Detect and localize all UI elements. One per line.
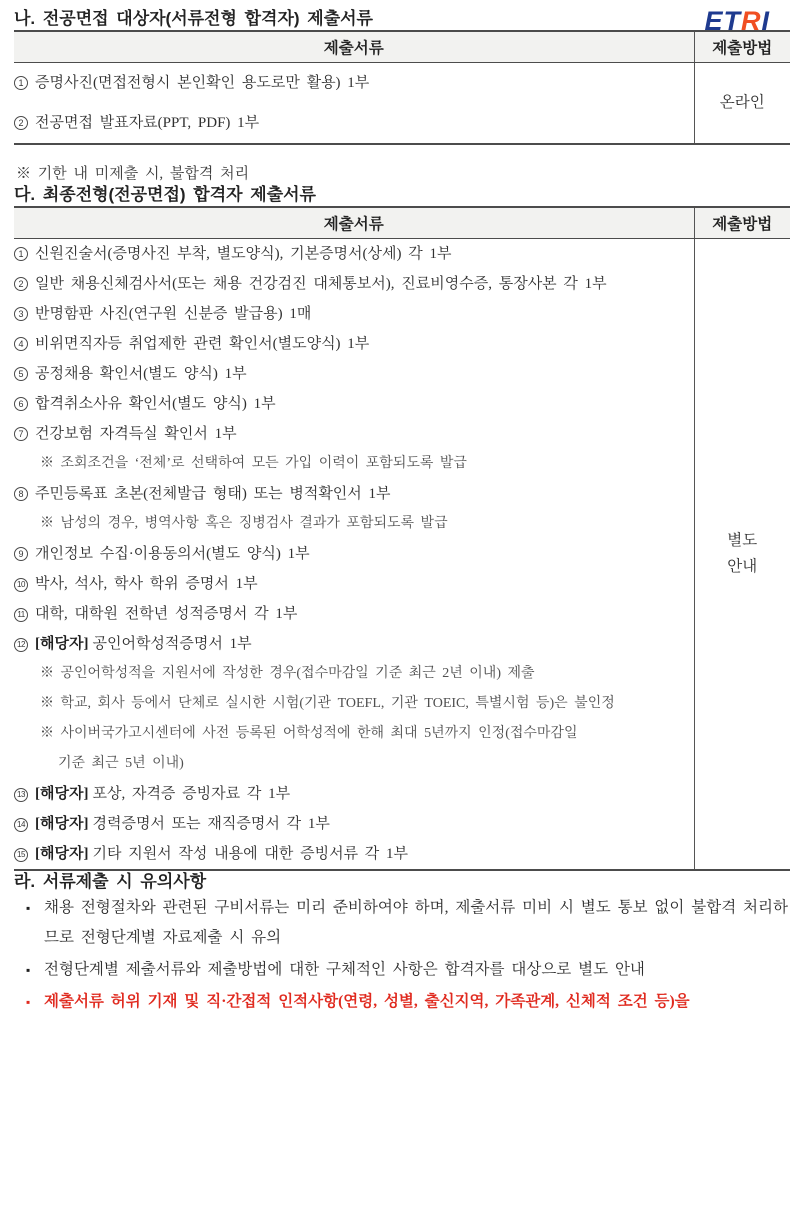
circled-number: 1: [14, 76, 28, 90]
doc-line: [14, 449, 694, 479]
line-text: 비위면직자등 취업제한 관련 확인서(별도양식) 1부: [35, 336, 370, 352]
doc-line: [14, 389, 694, 419]
circled-number: 13: [14, 788, 28, 802]
line-text: 박사, 석사, 학사 학위 증명서 1부: [35, 576, 258, 592]
circled-number: 11: [14, 608, 28, 622]
doc-line: [14, 689, 694, 719]
circled-number: 14: [14, 818, 28, 832]
line-text: 반명함판 사진(연구원 신분증 발급용) 1매: [35, 306, 312, 322]
documents-cell: [14, 239, 694, 871]
applicable-tag: [해당자]: [35, 816, 89, 832]
table-header-row: [14, 207, 790, 239]
doc-line: [14, 299, 694, 329]
doc-line: [14, 599, 694, 629]
line-text: 기타 지원서 작성 내용에 대한 증빙서류 각 1부: [92, 846, 409, 862]
circled-number: 3: [14, 307, 28, 321]
line-text: 건강보험 자격득실 확인서 1부: [35, 426, 237, 442]
doc-line: [14, 359, 694, 389]
doc-line: [14, 659, 694, 689]
circled-number: 8: [14, 487, 28, 501]
col-header-method: 제출방법: [694, 31, 790, 63]
circled-number: 6: [14, 397, 28, 411]
bullet-item: ▪ 채용 전형절차와 관련된 구비서류는 미리 준비하여야 하며, 제출서류 미비 시 별도 통보 없이 불합격 처리하므로 전형단계별 자료제출 시 유의: [26, 893, 789, 953]
method-cell: [694, 239, 790, 871]
applicable-tag: [해당자]: [35, 846, 89, 862]
doc-line: [14, 103, 694, 143]
col-header-method: 제출방법: [694, 207, 790, 239]
col-header-documents: 제출서류: [14, 207, 694, 239]
col-header-documents: 제출서류: [14, 31, 694, 63]
line-text: 공인어학성적증명서 1부: [92, 636, 252, 652]
doc-line: [14, 779, 694, 809]
doc-line: [14, 419, 694, 449]
line-text: ※ 공인어학성적을 지원서에 작성한 경우(접수마감일 기준 최근 2년 이내) 제출: [40, 666, 535, 681]
deadline-note: ※ 기한 내 미제출 시, 불합격 처리: [16, 166, 250, 182]
line-text: 포상, 자격증 증빙자료 각 1부: [92, 786, 291, 802]
circled-number: 1: [14, 247, 28, 261]
circled-number: 7: [14, 427, 28, 441]
doc-line: [14, 809, 694, 839]
line-text: ※ 조회조건을 ‘전체’로 선택하여 모든 가입 이력이 포함되도록 발급: [40, 456, 467, 471]
section-da-heading: 다. 최종전형(전공면접) 합격자 제출서류: [14, 185, 316, 204]
circled-number: 15: [14, 848, 28, 862]
line-text: 경력증명서 또는 재직증명서 각 1부: [92, 816, 330, 832]
circled-number: 9: [14, 547, 28, 561]
table-da-final-docs: [14, 206, 790, 871]
table-header-row: [14, 31, 790, 63]
method-cell: [694, 63, 790, 145]
doc-line: [14, 509, 694, 539]
doc-line: [14, 63, 694, 103]
doc-line: [14, 629, 694, 659]
line-text: 주민등록표 초본(전체발급 형태) 또는 병적확인서 1부: [35, 486, 391, 502]
line-text: 전공면접 발표자료(PPT, PDF) 1부: [35, 115, 260, 131]
line-text: 대학, 대학원 전학년 성적증명서 각 1부: [35, 606, 298, 622]
table-row: [14, 239, 790, 871]
section-na-heading: 나. 전공면접 대상자(서류전형 합격자) 제출서류: [14, 9, 373, 28]
circled-number: 2: [14, 277, 28, 291]
section-ra-heading: 라. 서류제출 시 유의사항: [14, 872, 207, 891]
method-line: 안내: [727, 558, 758, 575]
documents-cell: [14, 63, 694, 145]
applicable-tag: [해당자]: [35, 636, 89, 652]
logo-letter-i: I: [761, 6, 770, 36]
notice-bullet-list: [14, 893, 789, 1017]
line-text: 공정채용 확인서(별도 양식) 1부: [35, 366, 247, 382]
doc-line: [14, 839, 694, 869]
doc-line: [14, 239, 694, 269]
bullet-item: ▪ 전형단계별 제출서류와 제출방법에 대한 구체적인 사항은 합격자를 대상으로 별도 안내: [26, 955, 789, 985]
doc-line: [14, 569, 694, 599]
circled-number: 4: [14, 337, 28, 351]
line-text: 일반 채용신체검사서(또는 채용 건강검진 대체통보서), 진료비영수증, 통장사본 각 1부: [35, 276, 607, 292]
line-text: 기준 최근 5년 이내): [58, 756, 184, 771]
method-line: 별도: [727, 532, 758, 549]
doc-line: [14, 329, 694, 359]
logo-letter-r: R: [740, 6, 762, 36]
line-text: ※ 남성의 경우, 병역사항 혹은 징병검사 결과가 포함되도록 발급: [40, 516, 448, 531]
etri-logo: [704, 8, 770, 35]
doc-line: [14, 749, 694, 779]
doc-line: [14, 719, 694, 749]
bullet-item: ▪ 제출서류 허위 기재 및 직·간접적 인적사항(연령, 성별, 출신지역, 가족관계, 신체적 조건 등)을: [26, 987, 789, 1017]
table-na-submission-docs: [14, 30, 790, 145]
line-text: 합격취소사유 확인서(별도 양식) 1부: [35, 396, 276, 412]
circled-number: 5: [14, 367, 28, 381]
line-text: 증명사진(면접전형시 본인확인 용도로만 활용) 1부: [35, 75, 370, 91]
line-text: 개인정보 수집·이용동의서(별도 양식) 1부: [35, 546, 310, 562]
logo-letters-et: ET: [704, 6, 741, 36]
doc-line: [14, 479, 694, 509]
line-text: 신원진술서(증명사진 부착, 별도양식), 기본증명서(상세) 각 1부: [35, 246, 452, 262]
line-text: ※ 사이버국가고시센터에 사전 등록된 어학성적에 한해 최대 5년까지 인정(접수마감일: [40, 726, 578, 741]
doc-line: [14, 269, 694, 299]
line-text: ※ 학교, 회사 등에서 단체로 실시한 시험(기관 TOEFL, 기관 TOEIC, 특별시험 등)은 불인정: [40, 696, 615, 711]
method-line: 온라인: [719, 94, 765, 111]
circled-number: 10: [14, 578, 28, 592]
doc-line: [14, 539, 694, 569]
applicable-tag: [해당자]: [35, 786, 89, 802]
table-row: [14, 63, 790, 145]
circled-number: 2: [14, 116, 28, 130]
circled-number: 12: [14, 638, 28, 652]
